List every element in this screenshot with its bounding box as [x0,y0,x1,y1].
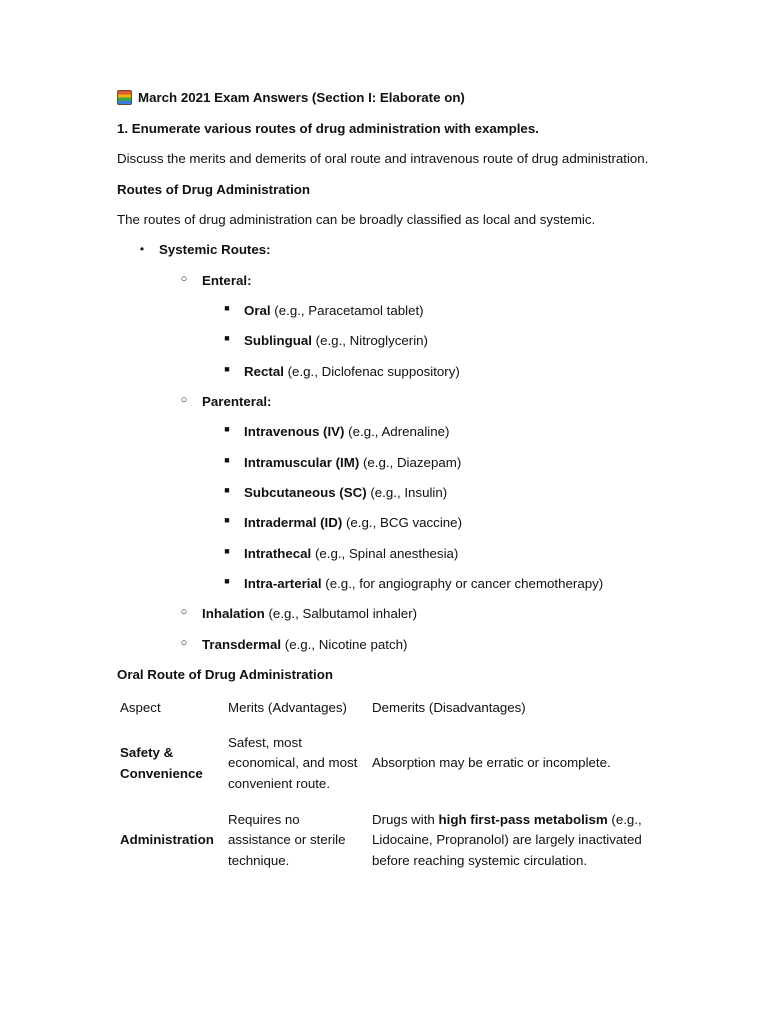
table-header-row [117,694,645,723]
bullet-circle: ○ [180,606,188,618]
parenteral-label: Parenteral: [202,394,272,409]
oral-route-table [117,694,645,877]
routes-heading: Routes of Drug Administration [117,182,311,197]
bullet-square: ■ [224,364,230,374]
table-row [117,805,645,877]
list-item-intrathecal: Intrathecal (e.g., Spinal anesthesia) [244,546,459,561]
list-item-intradermal: Intradermal (ID) (e.g., BCG vaccine) [244,515,462,530]
books-icon [117,90,132,105]
list-item-subcutaneous: Subcutaneous (SC) (e.g., Insulin) [244,485,448,500]
bullet-square: ■ [224,546,230,556]
list-item-sublingual: Sublingual (e.g., Nitroglycerin) [244,333,428,348]
question-title: 1. Enumerate various routes of drug administration with examples. [117,121,539,136]
list-item-transdermal: Transdermal (e.g., Nicotine patch) [202,637,408,652]
systemic-routes-label: Systemic Routes: [159,242,271,257]
list-item-oral: Oral (e.g., Paracetamol tablet) [244,303,424,318]
aspect-cell: Safety & Convenience [120,745,203,781]
question-subtitle: Discuss the merits and demerits of oral route and intravenous route of drug administration. [117,151,649,166]
bullet-circle: ○ [180,273,188,285]
bullet-square: ■ [224,576,230,586]
table-row [117,723,645,805]
bullet-square: ■ [224,455,230,465]
list-item-intramuscular: Intramuscular (IM) (e.g., Diazepam) [244,455,462,470]
list-item-intravenous: Intravenous (IV) (e.g., Adrenaline) [244,424,450,439]
bullet-circle: ○ [180,637,188,649]
bullet-circle: ○ [180,394,188,406]
oral-route-heading: Oral Route of Drug Administration [117,667,333,682]
bullet-square: ■ [224,424,230,434]
document-title: March 2021 Exam Answers (Section I: Elaborate on) [117,89,465,107]
bullet-square: ■ [224,333,230,343]
list-item-inhalation: Inhalation (e.g., Salbutamol inhaler) [202,606,418,621]
bullet-square: ■ [224,485,230,495]
list-item-rectal: Rectal (e.g., Diclofenac suppository) [244,364,460,379]
demerit-cell: Drugs with high first-pass metabolism (e.g., Lidocaine, Propranolol) are largely inactivated before reaching systemic circulation. [372,811,642,868]
merit-cell: Requires no assistance or sterile technique. [228,811,346,868]
table-header-cell: Merits (Advantages) [228,700,347,715]
table-header-cell: Demerits (Disadvantages) [372,700,526,715]
bullet-disc: • [139,242,145,256]
table-header-cell: Aspect [120,700,161,715]
merit-cell: Safest, most economical, and most convenient route. [228,734,358,791]
bullet-square: ■ [224,303,230,313]
bullet-square: ■ [224,515,230,525]
routes-intro: The routes of drug administration can be broadly classified as local and systemic. [117,212,596,227]
enteral-label: Enteral: [202,273,252,288]
aspect-cell: Administration [120,832,214,848]
demerit-cell: Absorption may be erratic or incomplete. [372,755,611,771]
list-item-intra-arterial: Intra-arterial (e.g., for angiography or cancer chemotherapy) [244,576,604,591]
